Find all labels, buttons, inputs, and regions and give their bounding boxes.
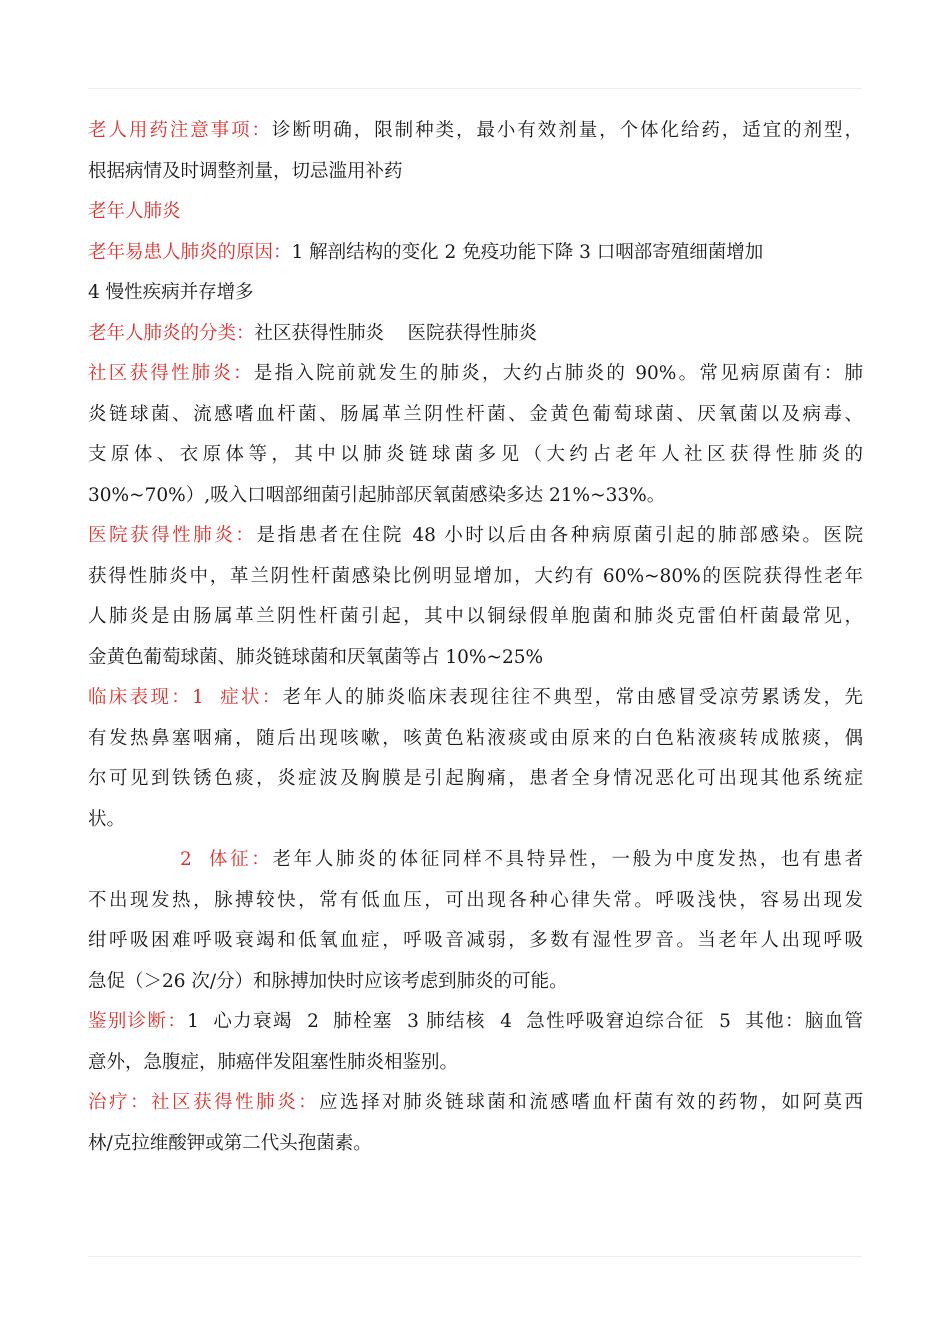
body-line: 是指患者在住院 48 小时以后由各种病原菌引起的肺部感染。医院 bbox=[256, 525, 863, 546]
body-line: 尔可见到铁锈色痰，炎症波及胸膜是引起胸痛，患者全身情况恶化可出现其他系统症 bbox=[88, 768, 863, 789]
body-line: 是指入院前就发生的肺炎，大约占肺炎的 90%。常见病原菌有：肺 bbox=[253, 363, 863, 384]
heading-classification: 老年人肺炎的分类： bbox=[88, 322, 255, 344]
body-line: 获得性肺炎中，革兰阴性杆菌感染比例明显增加，大约有 60%~80%的医院获得性老年 bbox=[88, 565, 863, 587]
heading-causes: 老年易患人肺炎的原因： bbox=[88, 241, 292, 263]
body-line: 状。 bbox=[88, 808, 126, 830]
body-line: 有发热鼻塞咽痛，随后出现咳嗽，咳黄色粘液痰或由原来的白色粘液痰转成脓痰，偶 bbox=[88, 727, 863, 749]
heading-hospital-acquired: 医院获得性肺炎： bbox=[88, 525, 257, 546]
body-line: 诊断明确，限制种类，最小有效剂量，个体化给药，适宜的剂型， bbox=[272, 120, 863, 141]
paragraph-signs bbox=[88, 840, 863, 881]
paragraph-symptoms bbox=[88, 678, 863, 719]
body-line: 炎链球菌、流感嗜血杆菌、肠属革兰阴性杆菌、金黄色葡萄球菌、厌氧菌以及病毒、 bbox=[88, 403, 863, 425]
body-line: 30%~70%）,吸入口咽部细菌引起肺部厌氧菌感染多达 21%~33%。 bbox=[88, 484, 666, 506]
paragraph-community-acquired bbox=[88, 354, 863, 395]
heading-drug-notes: 老人用药注意事项： bbox=[88, 120, 273, 141]
paragraph-hospital-acquired bbox=[88, 516, 863, 557]
body-line: 意外，急腹症，肺癌伴发阻塞性肺炎相鉴别。 bbox=[88, 1051, 459, 1073]
body-line: 社区获得性肺炎 医院获得性肺炎 bbox=[254, 322, 538, 344]
body-line: 1 解剖结构的变化 2 免疫功能下降 3 口咽部寄殖细菌增加 bbox=[291, 241, 764, 263]
body-line: 1 心力衰竭 2 肺栓塞 3 肺结核 4 急性呼吸窘迫综合征 5 其他：脑血管 bbox=[187, 1011, 863, 1032]
paragraph-classification bbox=[88, 314, 863, 355]
body-line: 老年人的肺炎临床表现往往不典型，常由感冒受凉劳累诱发，先 bbox=[282, 687, 863, 708]
heading-signs: 2 体征： bbox=[180, 849, 273, 870]
paragraph-treatment bbox=[88, 1083, 863, 1124]
body-line: 绀呼吸困难呼吸衰竭和低氧血症，呼吸音减弱，多数有湿性罗音。当老年人出现呼吸 bbox=[88, 930, 863, 951]
body-line: 人肺炎是由肠属革兰阴性杆菌引起，其中以铜绿假单胞菌和肺炎克雷伯杆菌最常见， bbox=[88, 606, 863, 627]
body-line: 4 慢性疾病并存增多 bbox=[88, 282, 254, 303]
body-line: 老年人肺炎的体征同样不具特异性，一般为中度发热，也有患者 bbox=[272, 849, 863, 870]
paragraph-differential bbox=[88, 1002, 863, 1043]
heading-differential: 鉴别诊断： bbox=[88, 1011, 188, 1032]
body-line: 金黄色葡萄球菌、肺炎链球菌和厌氧菌等占 10%~25% bbox=[88, 646, 544, 668]
paragraph-causes bbox=[88, 233, 863, 274]
heading-symptoms: 临床表现：1 症状： bbox=[88, 687, 283, 708]
body-line: 不出现发热，脉搏较快，常有低血压，可出现各种心律失常。呼吸浅快，容易出现发 bbox=[88, 889, 863, 911]
body-line: 支原体、衣原体等，其中以肺炎链球菌多见（大约占老年人社区获得性肺炎的 bbox=[88, 444, 863, 465]
paragraph-drug-notes bbox=[88, 111, 863, 152]
section-title bbox=[88, 192, 863, 233]
header-rule bbox=[88, 88, 862, 89]
document-body bbox=[88, 111, 863, 1164]
body-line: 急促（＞26 次/分）和脉搏加快时应该考虑到肺炎的可能。 bbox=[88, 970, 568, 992]
body-line: 应选择对肺炎链球菌和流感嗜血杆菌有效的药物，如阿莫西 bbox=[319, 1092, 863, 1113]
heading-community-acquired: 社区获得性肺炎： bbox=[88, 363, 254, 384]
footer-rule bbox=[88, 1256, 862, 1257]
body-line: 根据病情及时调整剂量，切忌滥用补药 bbox=[88, 160, 403, 182]
heading-treatment: 治疗：社区获得性肺炎： bbox=[88, 1092, 320, 1113]
body-line: 林/克拉维酸钾或第二代头孢菌素。 bbox=[88, 1132, 372, 1154]
heading-elderly-pneumonia: 老年人肺炎 bbox=[88, 201, 181, 222]
